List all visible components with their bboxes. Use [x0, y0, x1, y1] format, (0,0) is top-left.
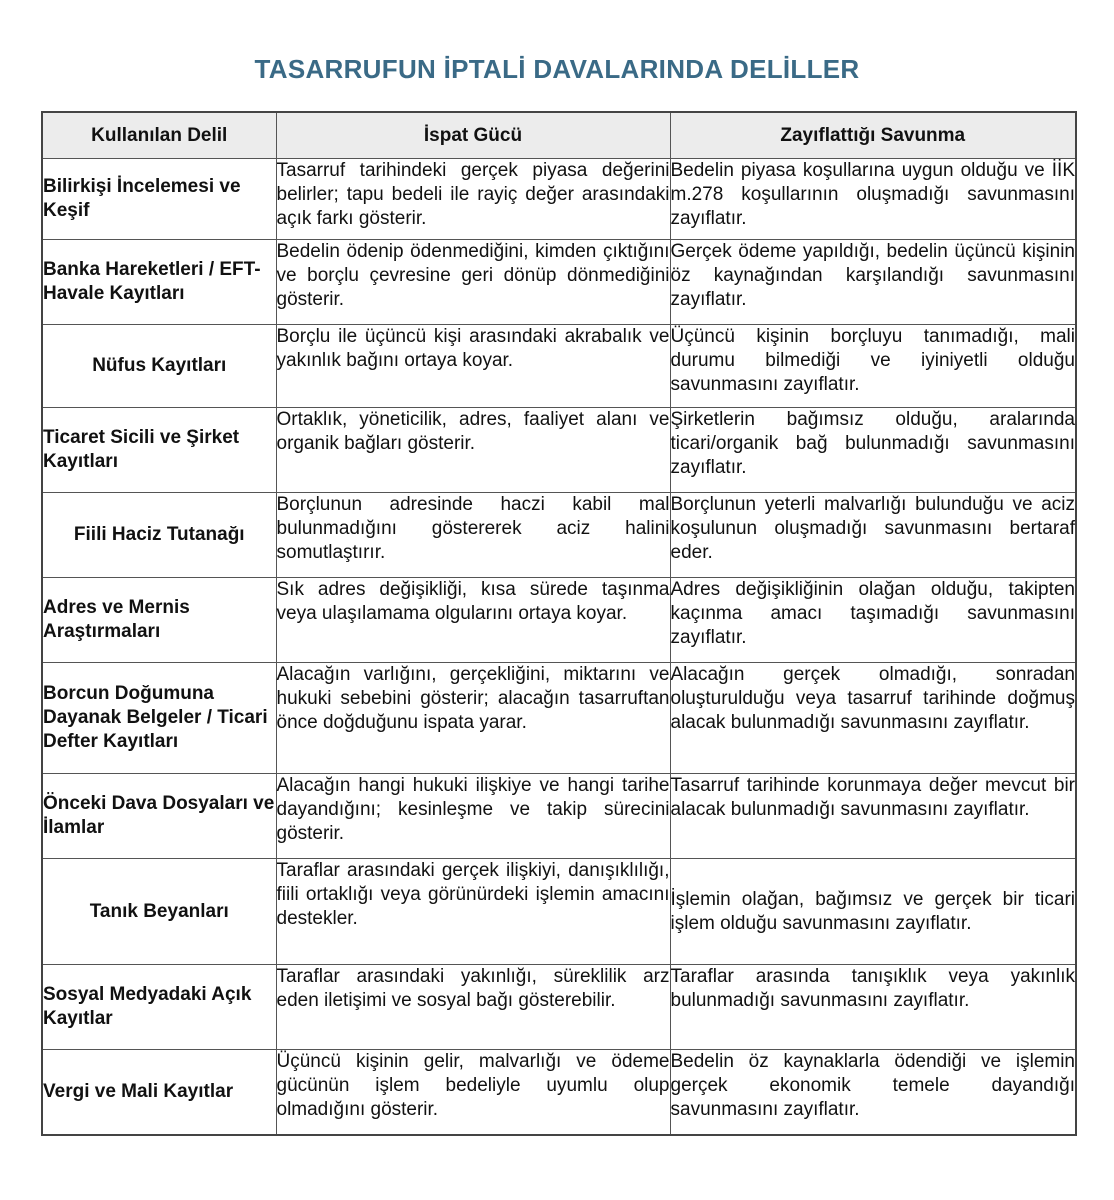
savunma-cell: Şirketlerin bağımsız olduğu, aralarında ticari/organik bağ bulunmadığı savunmasını zayıflatır. — [670, 408, 1076, 493]
table-row — [42, 663, 1076, 774]
ispat-cell: Taraflar arasındaki yakınlığı, süreklilik arz eden iletişimi ve sosyal bağı gösterebilir. — [276, 965, 670, 1050]
delil-cell: Adres ve Mernis Araştırmaları — [42, 578, 276, 663]
savunma-cell: Borçlunun yeterli malvarlığı bulunduğu ve aciz koşulunun oluşmadığı savunmasını bertaraf eder. — [670, 493, 1076, 578]
delil-cell: Tanık Beyanları — [42, 859, 276, 965]
ispat-cell: Ortaklık, yöneticilik, adres, faaliyet alanı ve organik bağları gösterir. — [276, 408, 670, 493]
delil-cell: Borcun Doğumuna Dayanak Belgeler / Ticari Defter Kayıtları — [42, 663, 276, 774]
savunma-cell: Alacağın gerçek olmadığı, sonradan oluşturulduğu veya tasarruf tarihinde doğmuş alacak bulunmadığı savunmasını zayıflatır. — [670, 663, 1076, 774]
ispat-cell: Borçlunun adresinde haczi kabil mal bulunmadığını göstererek aciz halini somutlaştırır. — [276, 493, 670, 578]
savunma-cell: Gerçek ödeme yapıldığı, bedelin üçüncü kişinin öz kaynağından karşılandığı savunmasını zayıflatır. — [670, 240, 1076, 325]
ispat-cell: Alacağın varlığını, gerçekliğini, miktarını ve hukuki sebebini gösterir; alacağın tasarruftan önce doğduğunu ispata yarar. — [276, 663, 670, 774]
header-ispat-gucu: İspat Gücü — [276, 112, 670, 159]
delil-cell: Vergi ve Mali Kayıtlar — [42, 1050, 276, 1136]
savunma-cell: Bedelin piyasa koşullarına uygun olduğu ve İİK m.278 koşullarının oluşmadığı savunmasını zayıflatır. — [670, 159, 1076, 240]
table-row — [42, 408, 1076, 493]
delil-cell: Ticaret Sicili ve Şirket Kayıtları — [42, 408, 276, 493]
ispat-cell: Bedelin ödenip ödenmediğini, kimden çıktığını ve borçlu çevresine geri dönüp dönmediğini gösterir. — [276, 240, 670, 325]
delil-cell: Fiili Haciz Tutanağı — [42, 493, 276, 578]
ispat-cell: Alacağın hangi hukuki ilişkiye ve hangi tarihe dayandığını; kesinleşme ve takip sürecini gösterir. — [276, 774, 670, 859]
table-row — [42, 859, 1076, 965]
ispat-cell: Üçüncü kişinin gelir, malvarlığı ve ödeme gücünün işlem bedeliyle uyumlu olup olmadığını gösterir. — [276, 1050, 670, 1136]
table-header-row — [42, 112, 1076, 159]
delil-cell: Banka Hareketleri / EFT-Havale Kayıtları — [42, 240, 276, 325]
delil-cell: Nüfus Kayıtları — [42, 325, 276, 408]
delil-cell: Sosyal Medyadaki Açık Kayıtlar — [42, 965, 276, 1050]
header-zayiflattigi-savunma: Zayıflattığı Savunma — [670, 112, 1076, 159]
table-row — [42, 493, 1076, 578]
savunma-cell: Taraflar arasında tanışıklık veya yakınlık bulunmadığı savunmasını zayıflatır. — [670, 965, 1076, 1050]
page-title: TASARRUFUN İPTALİ DAVALARINDA DELİLLER — [254, 54, 860, 84]
header-kullanilan-delil: Kullanılan Delil — [42, 112, 276, 159]
table-row — [42, 965, 1076, 1050]
evidence-table — [41, 111, 1077, 1136]
ispat-cell: Borçlu ile üçüncü kişi arasındaki akrabalık ve yakınlık bağını ortaya koyar. — [276, 325, 670, 408]
table-row — [42, 774, 1076, 859]
table-row — [42, 325, 1076, 408]
savunma-cell: Üçüncü kişinin borçluyu tanımadığı, mali durumu bilmediği ve iyiniyetli olduğu savunmasını zayıflatır. — [670, 325, 1076, 408]
table-row — [42, 1050, 1076, 1136]
ispat-cell: Taraflar arasındaki gerçek ilişkiyi, danışıklılığı, fiili ortaklığı veya görünürdeki işlemin amacını destekler. — [276, 859, 670, 965]
savunma-cell: Adres değişikliğinin olağan olduğu, takipten kaçınma amacı taşımadığı savunmasını zayıflatır. — [670, 578, 1076, 663]
table-row — [42, 578, 1076, 663]
ispat-cell: Tasarruf tarihindeki gerçek piyasa değerini belirler; tapu bedeli ile rayiç değer arasındaki açık farkı gösterir. — [276, 159, 670, 240]
savunma-cell: Bedelin öz kaynaklarla ödendiği ve işlemin gerçek ekonomik temele dayandığı savunmasını zayıflatır. — [670, 1050, 1076, 1136]
savunma-cell: İşlemin olağan, bağımsız ve gerçek bir ticari işlem olduğu savunmasını zayıflatır. — [670, 859, 1076, 965]
table-row — [42, 240, 1076, 325]
ispat-cell: Sık adres değişikliği, kısa sürede taşınma veya ulaşılamama olgularını ortaya koyar. — [276, 578, 670, 663]
table-row — [42, 159, 1076, 240]
savunma-cell: Tasarruf tarihinde korunmaya değer mevcut bir alacak bulunmadığı savunmasını zayıflatır. — [670, 774, 1076, 859]
delil-cell: Önceki Dava Dosyaları ve İlamlar — [42, 774, 276, 859]
delil-cell: Bilirkişi İncelemesi ve Keşif — [42, 159, 276, 240]
